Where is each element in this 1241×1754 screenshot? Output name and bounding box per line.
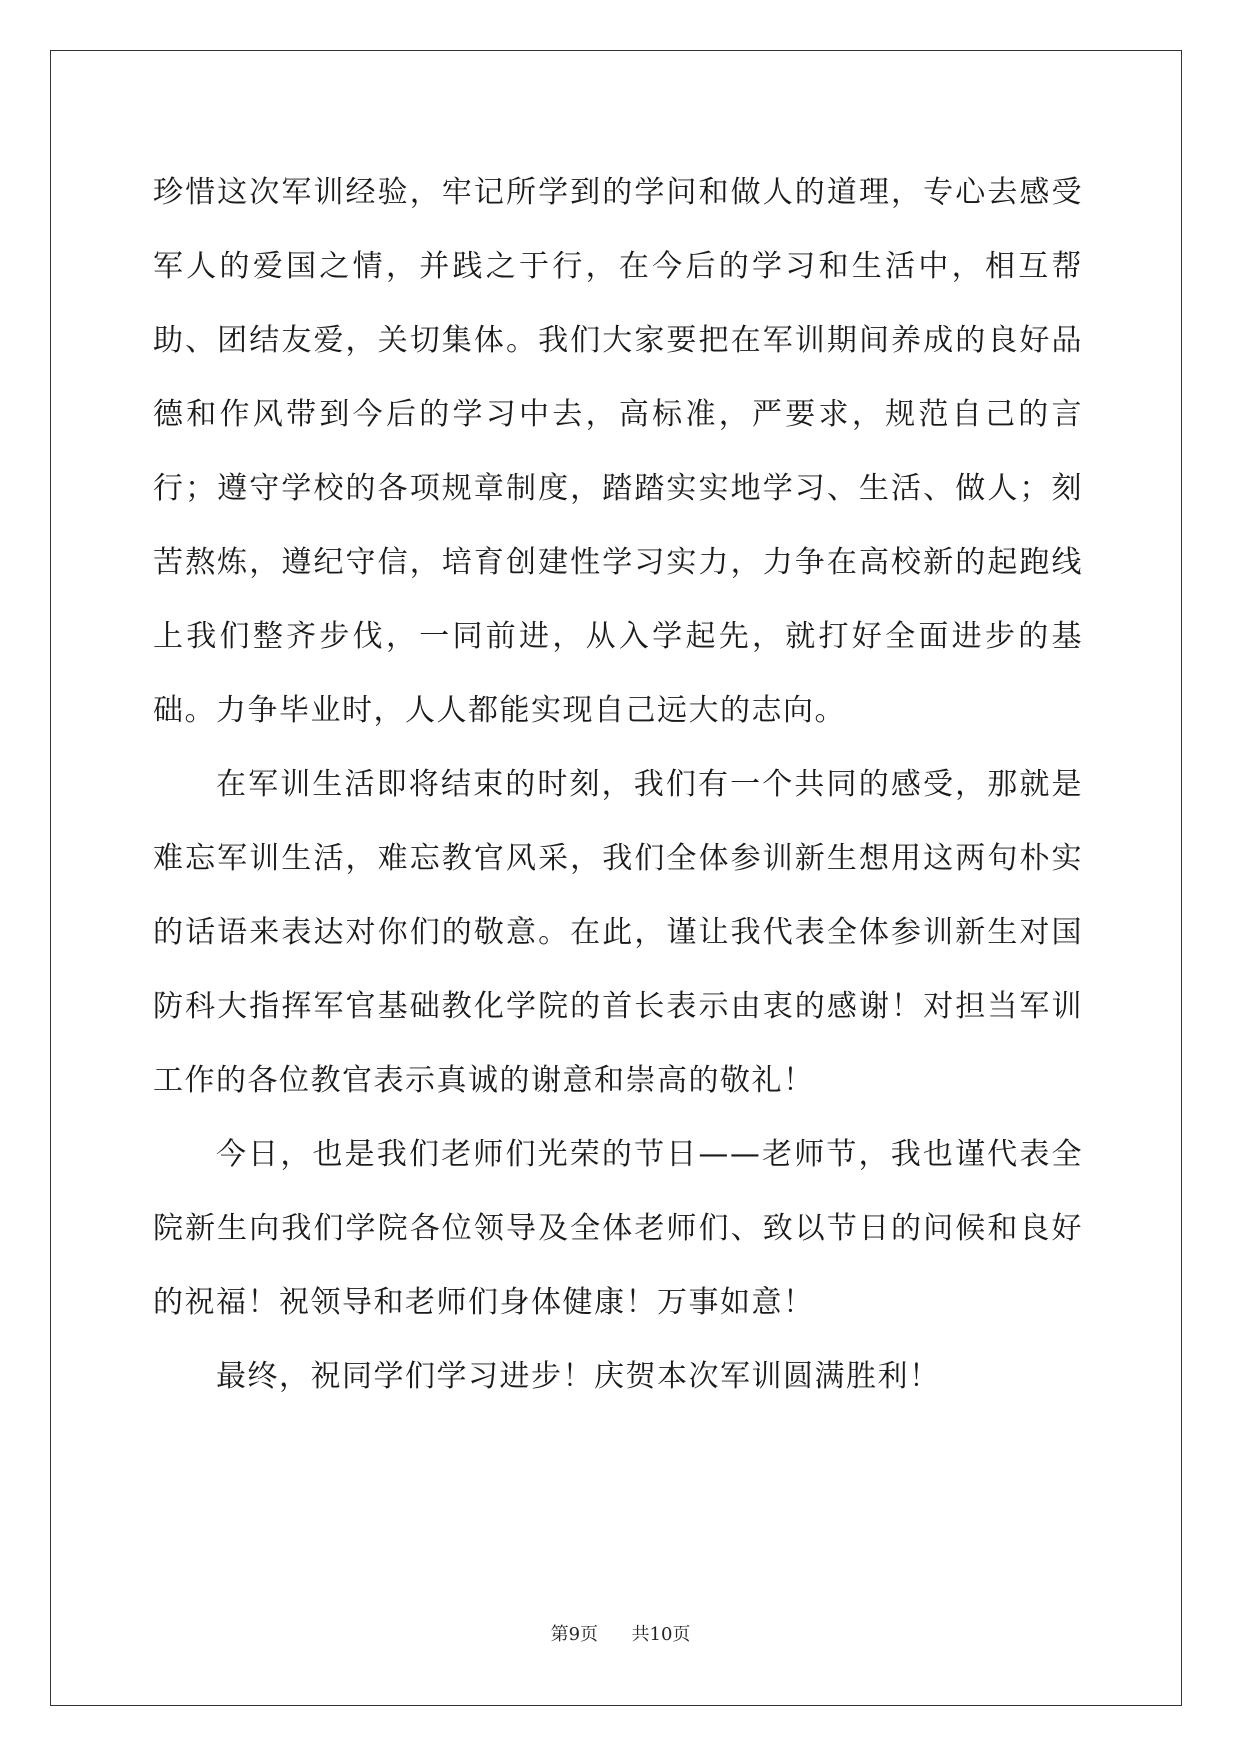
- paragraph-4: 最终，祝同学们学习进步！庆贺本次军训圆满胜利！: [216, 1359, 941, 1394]
- document-body: [153, 156, 1083, 1414]
- paragraph-1: 珍惜这次军训经验，牢记所学到的学问和做人的道理，专心去感受军人的爱国之情，并践之于行，在今后的学习和生活中，相互帮助、团结友爱，关切集体。我们大家要把在军训期间养成的良好品德和作风带到今后的学习中去，高标准，严要求，规范自己的言行；遵守学校的各项规章制度，踏踏实实地学习、生活、做人；刻苦熬炼，遵纪守信，培育创建性学习实力，力争在高校新的起跑线上我们整齐步伐，一同前进，从入学起先，就打好全面进步的基础。力争毕业时，人人都能实现自己远大的志向。: [153, 175, 1083, 728]
- page-total: 共10页: [631, 1624, 691, 1645]
- page-footer: [0, 1620, 1241, 1646]
- page-number: 第9页: [550, 1624, 599, 1645]
- paragraph-3: 今日，也是我们老师们光荣的节日——老师节，我也谨代表全院新生向我们学院各位领导及全体老师们、致以节日的问候和良好的祝福！祝领导和老师们身体健康！万事如意！: [153, 1137, 1083, 1320]
- paragraph-2: 在军训生活即将结束的时刻，我们有一个共同的感受，那就是难忘军训生活，难忘教官风采，我们全体参训新生想用这两句朴实的话语来表达对你们的敬意。在此，谨让我代表全体参训新生对国防科大指挥军官基础教化学院的首长表示由衷的感谢！对担当军训工作的各位教官表示真诚的谢意和崇高的敬礼！: [153, 767, 1083, 1098]
